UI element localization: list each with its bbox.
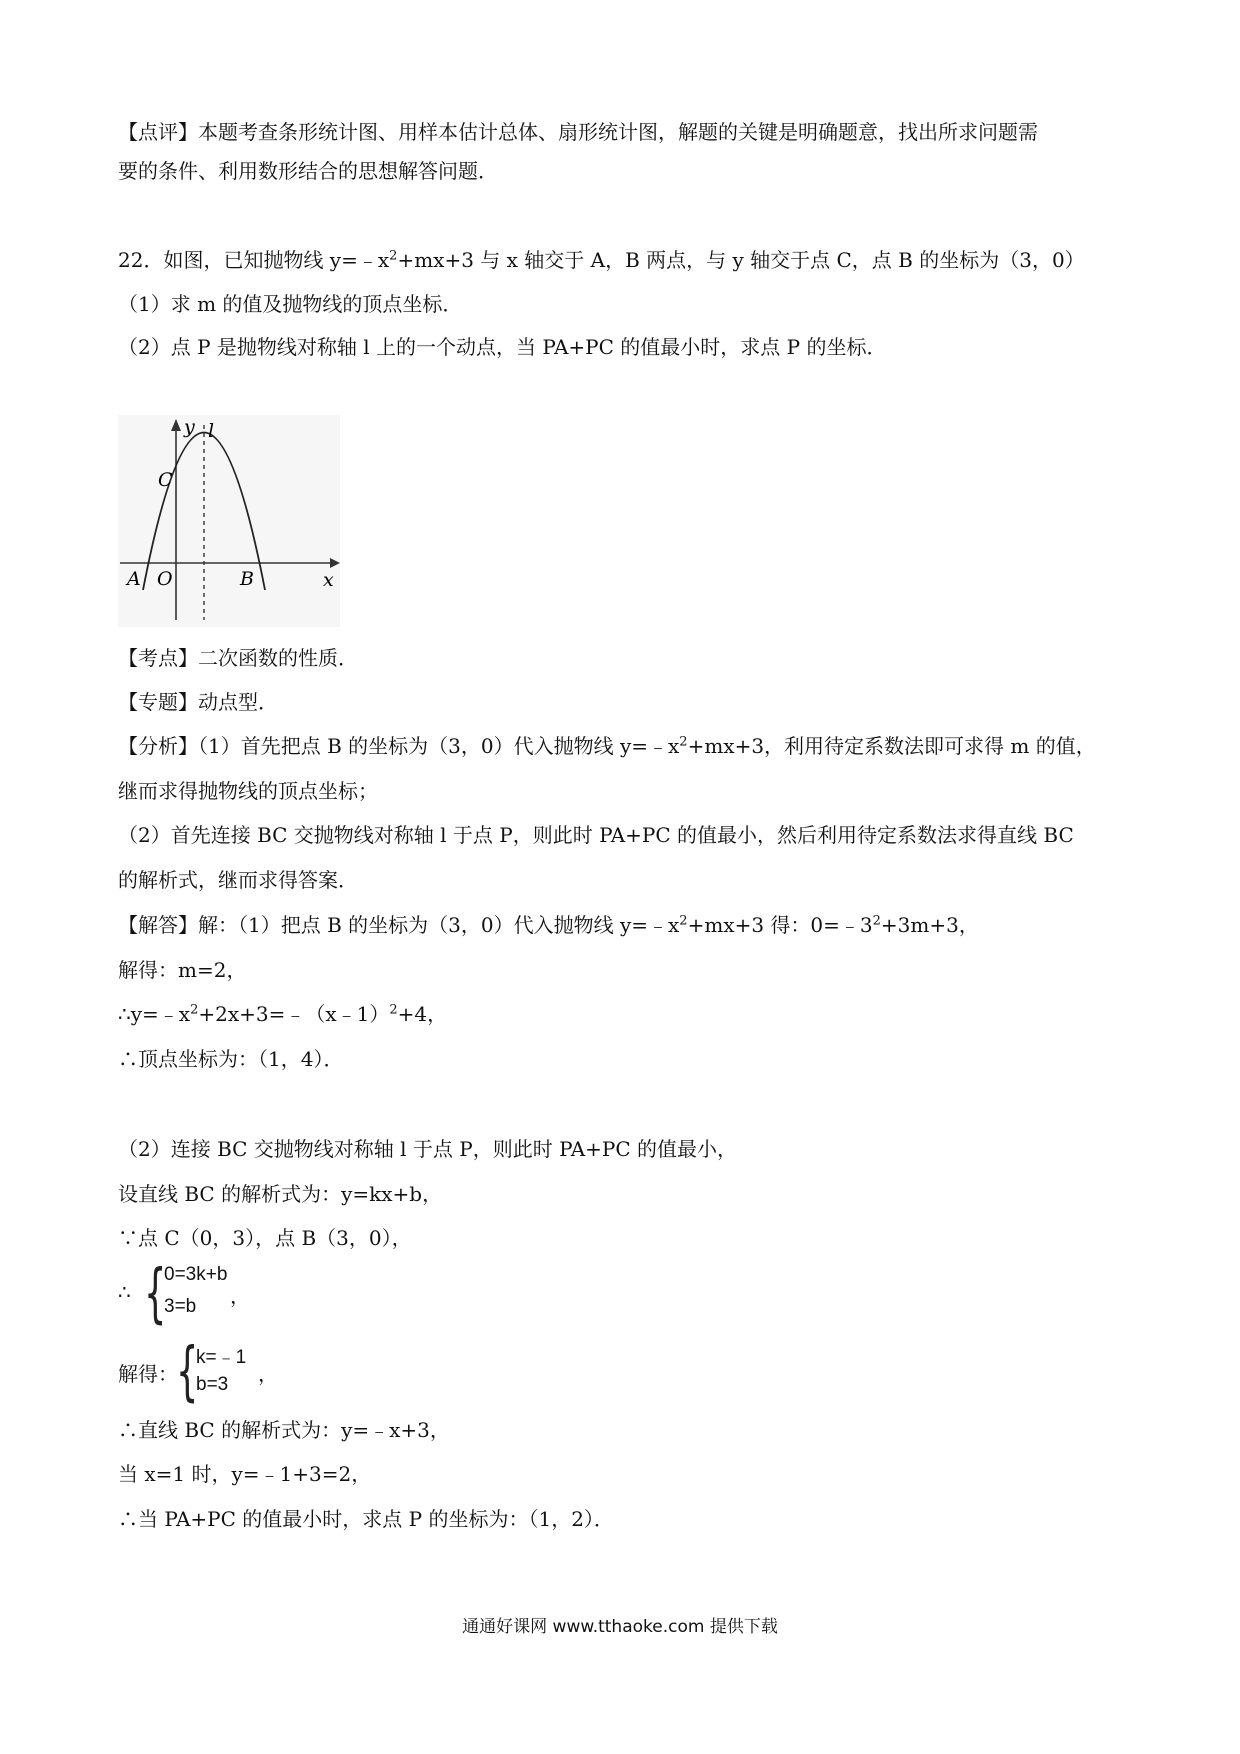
system-1-equation-2: 3=b	[164, 1296, 197, 1317]
parabola-curve	[143, 433, 265, 591]
kaodian: 【考点】二次函数的性质．	[118, 646, 358, 670]
footer-watermark: 通通好课网 www.tthaoke.com 提供下载	[462, 1617, 778, 1637]
analysis-line-2: 继而求得抛物线的顶点坐标；	[118, 779, 378, 803]
analysis-line-1	[118, 732, 1096, 760]
solve-label: 解得：	[118, 1362, 178, 1386]
answer-line-3	[118, 1000, 447, 1028]
question-part-1: （1）求 m 的值及抛物线的顶点坐标．	[118, 292, 463, 316]
superscript: 2	[389, 1002, 398, 1018]
left-brace: {	[144, 1257, 167, 1331]
answer-text-a: 【解答】解：（1）把点 B 的坐标为（3，0）代入抛物线 y=﹣x	[118, 913, 680, 937]
answer-line-7: ∵点 C（0，3），点 B（3，0），	[118, 1226, 412, 1250]
parabola-figure	[118, 415, 340, 627]
superscript: 2	[679, 913, 688, 929]
answer-line-10: ∴当 PA+PC 的值最小时，求点 P 的坐标为：（1，2）．	[118, 1507, 614, 1531]
label-A: A	[127, 568, 141, 590]
label-C: C	[158, 469, 173, 491]
answer-line-1	[118, 911, 979, 939]
comma: ，	[230, 1284, 250, 1308]
therefore-symbol: ∴	[118, 1280, 131, 1304]
system-2-equation-2: b=3	[196, 1374, 229, 1395]
answer-text-a: ∴y=﹣x	[118, 1002, 191, 1026]
comment-line-1: 【点评】本题考查条形统计图、用样本估计总体、扇形统计图，解题的关键是明确题意，找出所求问题需	[118, 120, 1038, 144]
label-l: l	[208, 420, 215, 442]
analysis-line-4: 的解析式，继而求得答案．	[118, 868, 358, 892]
answer-line-6: 设直线 BC 的解析式为：y=kx+b，	[118, 1182, 443, 1206]
left-brace: {	[176, 1335, 199, 1409]
system-2-equation-1: k=﹣1	[196, 1347, 247, 1368]
answer-line-5: （2）连接 BC 交抛物线对称轴 l 于点 P，则此时 PA+PC 的值最小，	[118, 1137, 738, 1161]
question-stem	[118, 246, 1085, 274]
parabola-graph	[118, 415, 340, 627]
analysis-text-a: 【分析】（1）首先把点 B 的坐标为（3，0）代入抛物线 y=﹣x	[118, 734, 680, 758]
zhuanti: 【专题】动点型．	[118, 690, 278, 714]
question-part-2: （2）点 P 是抛物线对称轴 l 上的一个动点，当 PA+PC 的值最小时，求点 P 的坐标．	[118, 335, 887, 359]
equation-system-2	[118, 1335, 338, 1409]
equation-system-1	[118, 1257, 318, 1331]
superscript: 2	[389, 248, 398, 264]
superscript: 2	[679, 734, 688, 750]
answer-text-c: +3m+3，	[880, 913, 979, 937]
label-y: y	[184, 416, 195, 438]
analysis-text-b: +mx+3，利用待定系数法即可求得 m 的值，	[687, 734, 1096, 758]
comma: ，	[258, 1362, 278, 1386]
x-axis-arrow	[330, 558, 340, 568]
answer-text-b: +2x+3=﹣（x﹣1）	[198, 1002, 390, 1026]
label-x: x	[323, 569, 334, 591]
answer-text-b: +mx+3 得：0=﹣3	[687, 913, 873, 937]
y-axis-arrow	[171, 419, 181, 431]
question-stem-part-a: 22．如图，已知抛物线 y=﹣x	[118, 248, 390, 272]
answer-line-8: ∴直线 BC 的解析式为：y=﹣x+3，	[118, 1418, 450, 1442]
analysis-line-3: （2）首先连接 BC 交抛物线对称轴 l 于点 P，则此时 PA+PC 的值最小，然后利用待定系数法求得直线 BC	[118, 823, 1074, 847]
label-O: O	[157, 568, 173, 590]
label-B: B	[240, 568, 254, 590]
comment-line-2: 要的条件、利用数形结合的思想解答问题．	[118, 159, 498, 183]
answer-text-c: +4，	[397, 1002, 448, 1026]
superscript: 2	[190, 1002, 199, 1018]
superscript: 2	[872, 913, 881, 929]
system-1-equation-1: 0=3k+b	[164, 1264, 228, 1285]
answer-line-9: 当 x=1 时，y=﹣1+3=2，	[118, 1462, 372, 1486]
answer-line-2: 解得：m=2，	[118, 958, 247, 982]
answer-line-4: ∴顶点坐标为：（1，4）．	[118, 1047, 344, 1071]
question-stem-part-b: +mx+3 与 x 轴交于 A，B 两点，与 y 轴交于点 C，点 B 的坐标为（3，0）	[397, 248, 1085, 272]
